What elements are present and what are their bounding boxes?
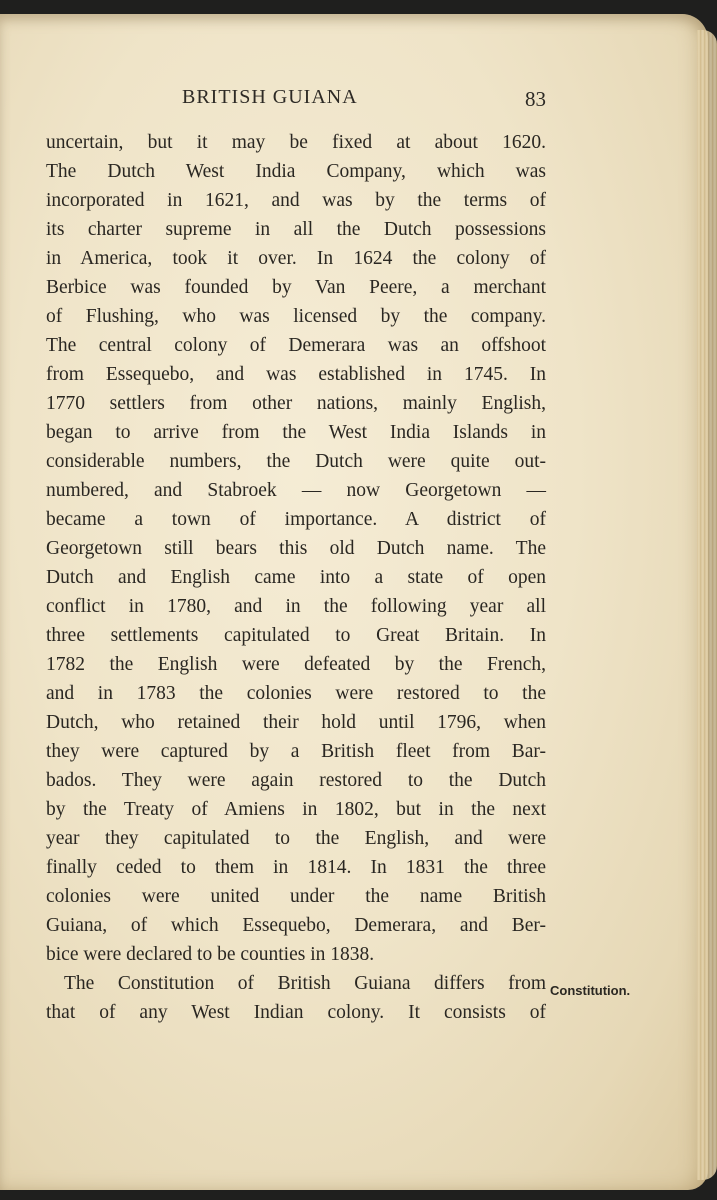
text-line: Guiana, of which Essequebo, Demerara, and Ber- (46, 915, 546, 936)
show-through-text (612, 540, 702, 558)
text-line: bice were declared to be counties in 1838. (46, 944, 375, 965)
text-line: incorporated in 1621, and was by the terms of (46, 190, 546, 211)
text-line: considerable numbers, the Dutch were quite out- (46, 451, 546, 472)
text-line: numbered, and Stabroek — now Georgetown — (46, 480, 546, 501)
text-line: from Essequebo, and was established in 1745. In (46, 364, 546, 385)
text-line: three settlements capitulated to Great Britain. In (46, 625, 546, 646)
page-header (46, 83, 546, 113)
text-line: Dutch, who retained their hold until 1796, when (46, 712, 546, 733)
text-line: finally ceded to them in 1814. In 1831 the three (46, 857, 546, 878)
running-head: BRITISH GUIANA (182, 86, 358, 108)
text-line: by the Treaty of Amiens in 1802, but in the next (46, 799, 546, 820)
margin-note: Constitution. (550, 983, 631, 998)
text-line: Georgetown still bears this old Dutch name. The (46, 538, 546, 559)
text-line: 1770 settlers from other nations, mainly English, (46, 393, 546, 414)
text-line: The Dutch West India Company, which was (46, 161, 546, 182)
text-line: 1782 the English were defeated by the French, (46, 654, 546, 675)
text-line: that of any West Indian colony. It consists of (46, 1002, 546, 1023)
text-line: The Constitution of British Guiana differs from (64, 973, 546, 994)
text-line: uncertain, but it may be fixed at about 1620. (46, 132, 546, 153)
text-line: Dutch and English came into a state of open (46, 567, 546, 588)
text-line: became a town of importance. A district of (46, 509, 546, 530)
text-line: year they capitulated to the English, and were (46, 828, 546, 849)
text-line: its charter supreme in all the Dutch possessions (46, 219, 546, 240)
text-line: and in 1783 the colonies were restored to the (46, 683, 546, 704)
text-line: in America, took it over. In 1624 the colony of (46, 248, 546, 269)
page-edge (697, 30, 717, 1180)
text-line: they were captured by a British fleet from Bar- (46, 741, 546, 762)
text-line: conflict in 1780, and in the following year all (46, 596, 546, 617)
text-line: bados. They were again restored to the Dutch (46, 770, 546, 791)
page-number: 83 (525, 87, 546, 111)
text-line: began to arrive from the West India Islands in (46, 422, 546, 443)
text-line: Berbice was founded by Van Peere, a merchant (46, 277, 546, 298)
body-text (46, 128, 546, 1027)
text-line: The central colony of Demerara was an offshoot (46, 335, 546, 356)
text-line: colonies were united under the name British (46, 886, 546, 907)
text-line: of Flushing, who was licensed by the company. (46, 306, 546, 327)
